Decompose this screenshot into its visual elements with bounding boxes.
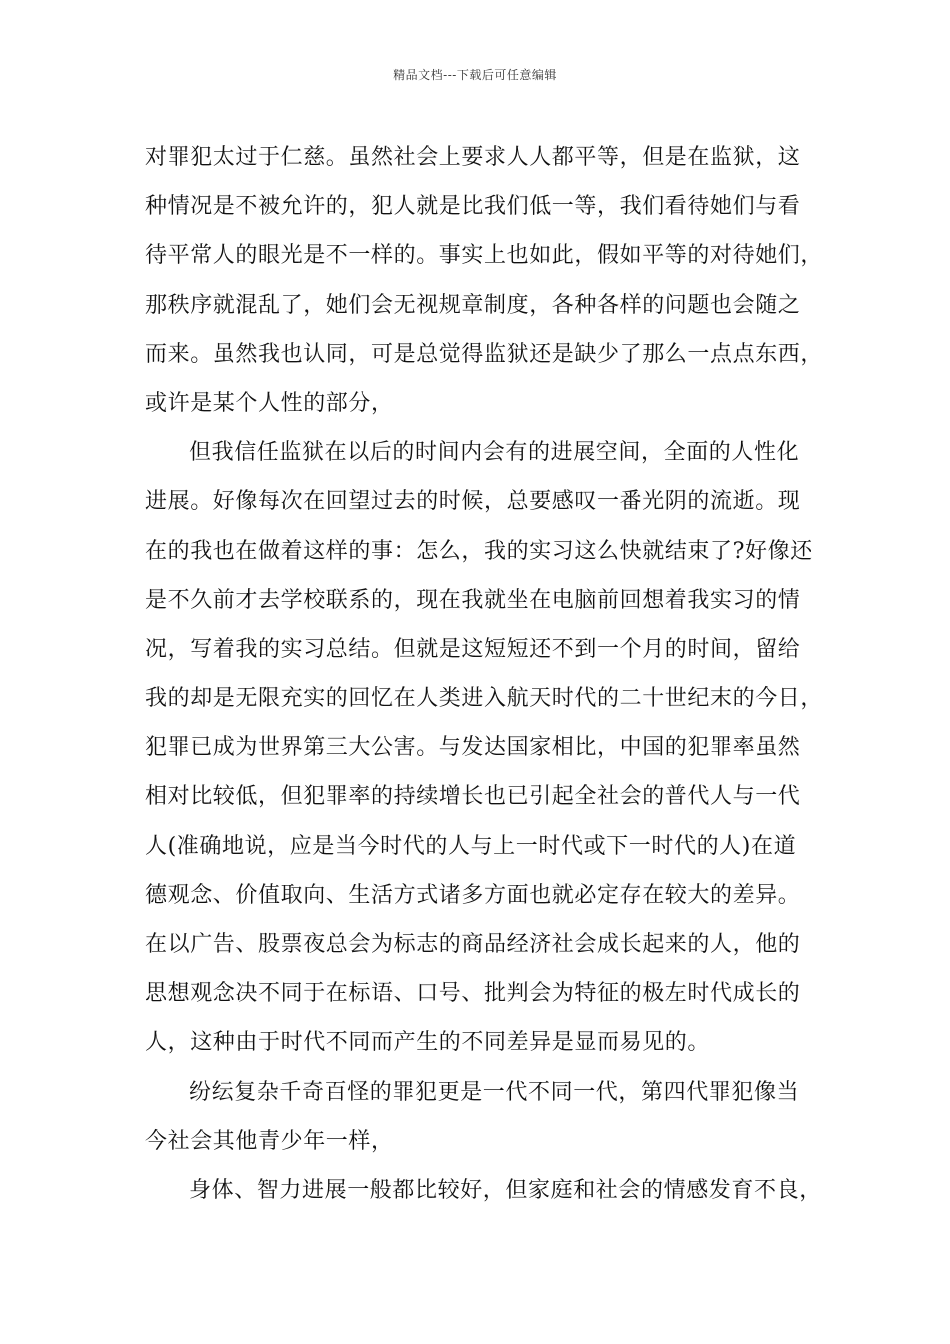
text-line: 犯罪已成为世界第三大公害。与发达国家相比，中国的犯罪率虽然 [145,735,801,761]
text-line: 在以广告、股票夜总会为标志的商品经济社会成长起来的人，他的 [145,932,801,957]
text-line: 今社会其他青少年一样， [145,1128,394,1154]
text-line: 而来。虽然我也认同，可是总觉得监狱还是缺少了那么一点点东西， [145,341,824,367]
page-header: 精品文档---下载后可任意编辑 [393,68,557,82]
text-line: 那秩序就混乱了，她们会无视规章制度，各种各样的问题也会随之 [145,292,801,318]
text-line: 但我信任监狱在以后的时间内会有的进展空间，全面的人性化 [189,440,800,466]
text-line: 进展。好像每次在回望过去的时候，总要感叹一番光阴的流逝。现 [145,489,801,515]
text-line: 纷纭复杂千奇百怪的罪犯更是一代不同一代，第四代罪犯像当 [189,1079,800,1105]
text-line: 思想观念决不同于在标语、口号、批判会为特征的极左时代成长的 [145,981,801,1007]
text-line: 是不久前才去学校联系的，现在我就坐在电脑前回想着我实习的情 [145,587,801,613]
text-line: 种情况是不被允许的，犯人就是比我们低一等，我们看待她们与看 [145,194,801,220]
text-line: 人(准确地说，应是当今时代的人与上一时代或下一时代的人)在道 [145,833,797,859]
text-line: 对罪犯太过于仁慈。虽然社会上要求人人都平等，但是在监狱，这 [145,145,801,170]
text-line: 待平常人的眼光是不一样的。事实上也如此，假如平等的对待她们， [145,243,824,269]
text-line: 我的却是无限充实的回忆在人类进入航天时代的二十世纪末的今日， [145,686,824,712]
text-line: 身体、智力进展一般都比较好，但家庭和社会的情感发育不良， [189,1177,822,1203]
text-line: 或许是某个人性的部分， [145,390,394,416]
text-line: 人，这种由于时代不同而产生的不同差异是显而易见的。 [145,1030,711,1056]
text-line: 德观念、价值取向、生活方式诸多方面也就必定存在较大的差异。 [145,882,801,908]
text-line: 相对比较低，但犯罪率的持续增长也已引起全社会的普代人与一代 [145,784,801,810]
text-line: 在的我也在做着这样的事：怎么，我的实习这么快就结束了?好像还 [145,538,813,564]
text-line: 况，写着我的实习总结。但就是这短短还不到一个月的时间，留给 [145,636,801,662]
document-body [145,133,825,1215]
